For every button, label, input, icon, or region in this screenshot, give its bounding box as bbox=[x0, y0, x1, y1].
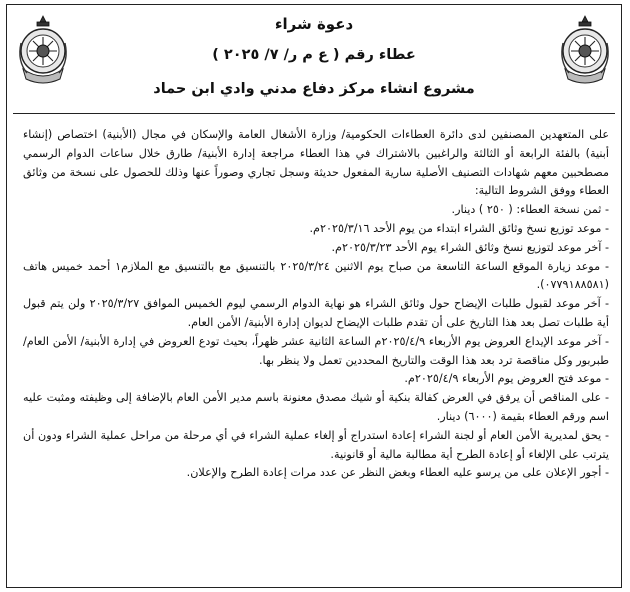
condition-item: - يحق لمديرية الأمن العام أو لجنة الشراء إعادة استدراج أو إلغاء عملية الشراء في أي مرحلة من مراحل عملية الشراء ودون أن يترتب على الإلغاء أو إعادة الطرح أية مطالبة مالية أو قانونية. bbox=[23, 428, 609, 461]
condition-item: - موعد فتح العروض يوم الأربعاء ٢٠٢٥/٤/٩م. bbox=[404, 372, 609, 386]
condition-item: - آخر موعد لتوزيع نسخ وثائق الشراء يوم الأحد ٢٠٢٥/٣/٢٣م. bbox=[331, 240, 609, 254]
condition-item: - آخر موعد لقبول طلبات الإيضاح حول وثائق الشراء هو نهاية الدوام الرسمي ليوم الخميس الموافق ٢٠٢٥/٣/٢٧ ولن يتم قبول أية طلبات تصل بعد هذا التاريخ على أن تقدم طلبات الإيضاح لديوان إدارة الأبنية/ الأمن العام. bbox=[23, 297, 609, 329]
ad-title: دعوة شراء bbox=[274, 15, 354, 33]
condition-item: - موعد توزيع نسخ وثائق الشراء ابتداء من يوم الأحد ٢٠٢٥/٣/١٦م. bbox=[309, 221, 609, 235]
condition-item: - أجور الإعلان على من يرسو عليه العطاء وبغض النظر عن عدد مرات إعادة الطرح والإعلان. bbox=[186, 466, 609, 480]
condition-item: - آخر موعد الإيداع العروض يوم الأربعاء ٢٠٢٥/٤/٩م الساعة الثانية عشر ظهراً، بحيث تودع العروض في إدارة الأبنية/ الأمن العام/ طبربور وكل مناقصة ترد بعد هذا الوقت والتاريخ المحددين تعمل ولا ينظر بها. bbox=[23, 334, 609, 367]
project-name: مشروع انشاء مركز دفاع مدني وادي ابن حماد bbox=[153, 81, 475, 97]
advertisement-frame bbox=[6, 4, 622, 588]
condition-item: - ثمن نسخة العطاء: ( ٢٥٠ ) دينار. bbox=[451, 203, 609, 217]
condition-item: - موعد زيارة الموقع الساعة التاسعة من صباح يوم الاثنين ٢٠٢٥/٣/٢٤ بالتنسيق مع بالتنسيق مع الملازم١ أحمد خميس هاتف (٠٧٧٩١٨٨٥٨١). bbox=[23, 259, 610, 292]
tender-body bbox=[23, 126, 609, 483]
condition-item: - على المناقص أن يرفق في العرض كفالة بنكية أو شيك مصدق معنونة باسم مدير الأمن العام بالإضافة إلى وظيفته ومثبت عليه اسم ورقم العطاء بقيمة (٦٠٠٠) دينار. bbox=[23, 391, 609, 423]
header-divider bbox=[13, 113, 615, 114]
conditions-list bbox=[23, 201, 609, 483]
tender-number: عطاء رقم ( ع م ر/ ٧/ ٢٠٢٥ ) bbox=[212, 47, 416, 63]
intro-paragraph: على المتعهدين المصنفين لدى دائرة العطاءات الحكومية/ وزارة الأشغال العامة والإسكان في مجال (الأبنية) اختصاص (إنشاء أبنية) بالفئة الرابعة أو الثالثة والراغبين بالاشتراك في هذا العطاء مراجعة إدارة الأبنية/ طارق خلال ساعات الدوام الرسمي مصطحبين معهم شهادات التصنيف الأصلية سارية المفعول حديثة وسجل تجاري وصوراً عنها وذلك للحصول على نسخة من وثائق العطاء ووفق الشروط التالية: bbox=[23, 128, 609, 198]
